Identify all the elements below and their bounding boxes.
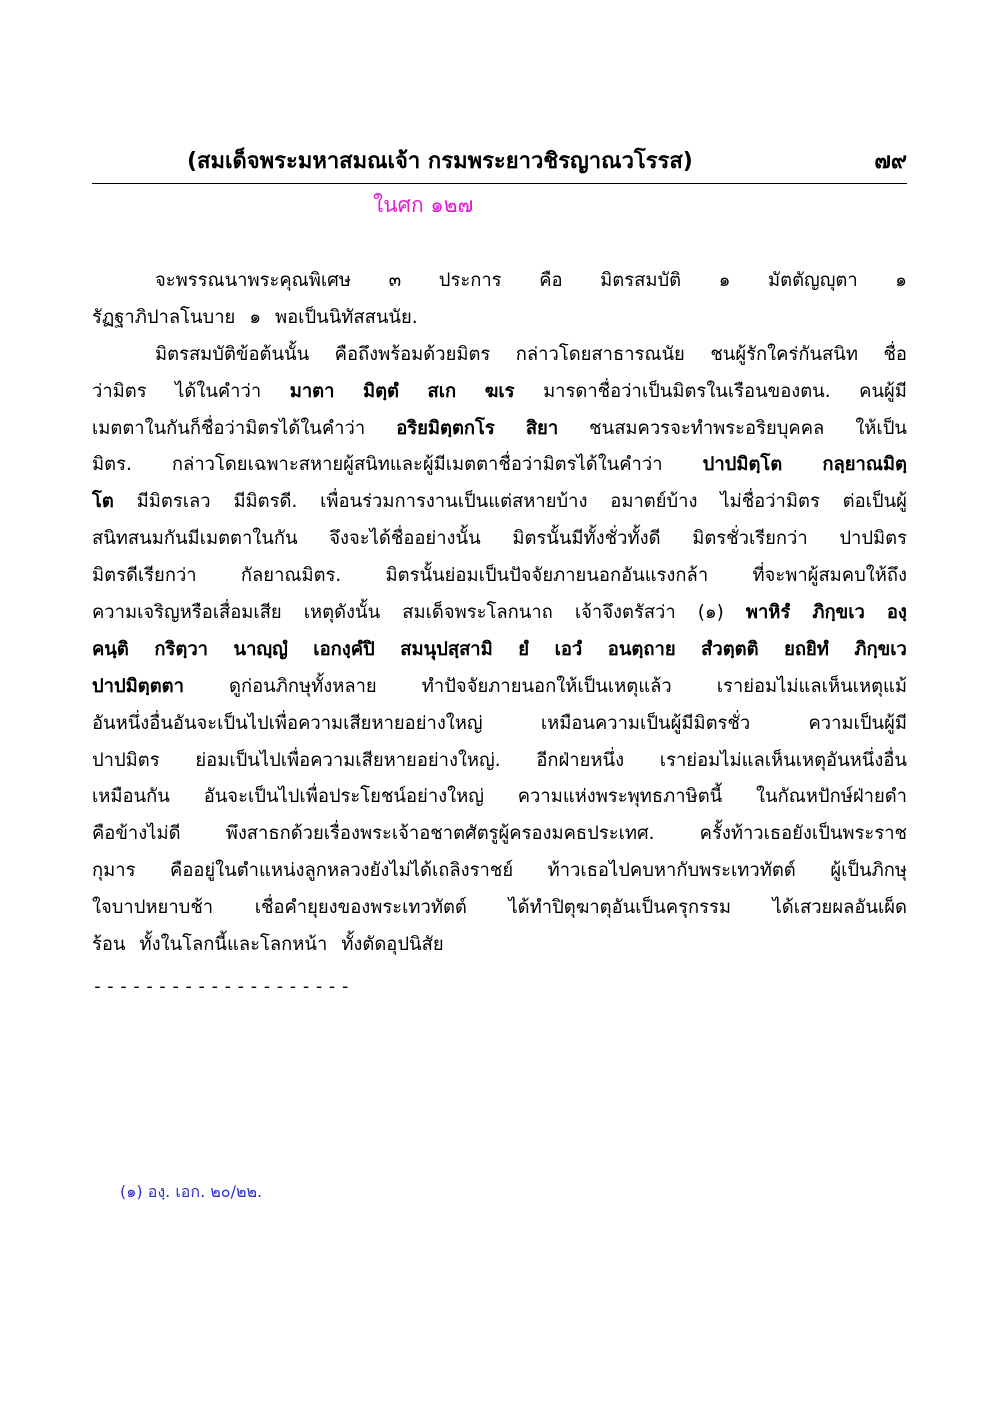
pali-phrase: พาหิรํ: [745, 602, 791, 624]
body-word: สมเด็จพระโลกนาถ: [402, 602, 553, 624]
body-line: [92, 890, 907, 927]
pali-phrase: สมนุปสฺสามิ: [400, 638, 493, 660]
body-word: ร้อน: [92, 934, 126, 956]
body-word: ชนผู้รักใคร่กันสนิท: [710, 343, 858, 365]
pali-phrase: มาตา: [289, 380, 335, 402]
body-word: สนิทสนมกันมีเมตตาในกัน: [92, 528, 298, 550]
body-line: [92, 337, 907, 374]
body-word: ได้ในคำว่า: [175, 380, 262, 402]
body-word: คือ: [539, 270, 563, 291]
body-word: มิตรสมบัติข้อต้นนั้น: [155, 343, 310, 365]
body-line: [92, 816, 907, 853]
pali-phrase: ปาปมิตฺตตา: [92, 675, 184, 697]
footnote-separator: --------------------: [92, 976, 353, 997]
body-word: ครั้งท้าวเธอยังเป็นพระราช: [699, 823, 907, 845]
body-word: ชื่อ: [883, 343, 907, 365]
running-title: (สมเด็จพระมหาสมณเจ้า กรมพระยาวชิรญาณวโรรส): [187, 149, 693, 174]
body-line: [92, 853, 907, 890]
pali-phrase: เอวํ: [554, 638, 583, 660]
body-word: ย่อมเป็นไปเพื่อความเสียหายอย่างใหญ่.: [195, 749, 501, 771]
body-word: อันจะเป็นไปเพื่อประโยชน์อย่างใหญ่: [203, 786, 484, 808]
pali-phrase: ยํ: [518, 638, 530, 660]
body-line: [92, 927, 907, 964]
pali-phrase: นาญฺญํ: [233, 638, 288, 660]
body-word: คืออยู่ในตำแหน่งลูกหลวงยังไม่ได้เถลิงราชย์: [170, 860, 514, 882]
body-word: ๓: [388, 270, 402, 291]
body-word: กุมาร: [92, 860, 136, 882]
body-word: ผู้เป็นภิกษุ: [830, 860, 907, 882]
body-word: มีมิตรเลว: [136, 491, 211, 513]
body-line: [92, 411, 907, 448]
body-word: เพื่อนร่วมการงานเป็นแต่สหายบ้าง: [320, 491, 588, 513]
body-word: คือข้างไม่ดี: [92, 823, 181, 845]
body-word: อีกฝ่ายหนึ่ง: [536, 749, 625, 771]
body-word: จึงจะได้ชื่ออย่างนั้น: [329, 528, 481, 550]
body-line: [92, 521, 907, 558]
body-word: ความแห่งพระพุทธภาษิตนี้: [517, 786, 723, 808]
body-word: มัตตัญญุตา: [768, 270, 858, 291]
body-word: ความเป็นผู้มี: [808, 712, 907, 734]
body-word: ที่จะพาผู้สมคบให้ถึง: [752, 565, 907, 587]
body-word: มิตรนั้นมีทั้งชั่วทั้งดี: [512, 528, 661, 550]
body-line: [92, 374, 907, 411]
body-word: มิตรสมบัติ: [600, 270, 682, 291]
body-word: ความเจริญหรือเสื่อมเสีย: [92, 602, 282, 624]
body-word: ทำปัจจัยภายนอกให้เป็นเหตุแล้ว: [421, 675, 672, 697]
body-word: ท้าวเธอไปคบหากับพระเทวทัตต์: [547, 860, 796, 882]
body-word: ใจบาปหยาบช้า: [92, 897, 214, 919]
pali-phrase: สเก: [427, 380, 457, 402]
page-number: ๗๙: [874, 149, 907, 174]
body-word: กล่าวโดยเฉพาะสหายผู้สนิทและผู้มีเมตตาชื่อว่ามิตรได้ในคำว่า: [171, 454, 663, 476]
body-word: ได้ทำปิตุฆาตุอันเป็นครุกรรม: [508, 897, 731, 919]
pali-phrase: มิตฺตํ: [362, 380, 399, 402]
body-line: [92, 669, 907, 706]
body-word: คนผู้มี: [859, 380, 907, 402]
body-line: [92, 484, 907, 521]
body-word: ในกัณหปักษ์ฝ่ายดำ: [756, 786, 907, 808]
body-word: ต่อเป็นผู้: [842, 491, 907, 513]
body-word: ปาปมิตร: [839, 528, 907, 550]
pali-phrase: กริตฺวา: [154, 638, 208, 660]
body-word: มารดาชื่อว่าเป็นมิตรในเรือนของตน.: [543, 380, 831, 402]
body-word: พอเป็นนิทัสสนนัย.: [275, 306, 418, 328]
pali-phrase: อริยมิตฺตกโร: [396, 417, 495, 439]
body-line: [92, 447, 907, 484]
body-line: [92, 300, 907, 337]
body-word: มิตร.: [92, 454, 132, 476]
pali-phrase: เอกงฺคํปิ: [313, 638, 375, 660]
pali-phrase: ภิกฺขเว: [812, 602, 865, 624]
body-word: มีมิตรดี.: [233, 491, 298, 513]
body-word: เราย่อมไม่แลเห็นเหตุอันหนึ่งอื่น: [659, 749, 907, 771]
body-line: [92, 595, 907, 632]
body-word: ๑: [895, 270, 907, 291]
body-word: ว่ามิตร: [92, 380, 147, 402]
body-word: เจ้าจึงตรัสว่า: [574, 602, 676, 624]
body-word: มิตรนั้นย่อมเป็นปัจจัยภายนอกอันแรงกล้า: [385, 565, 709, 587]
pali-phrase: อนตฺถาย: [607, 638, 676, 660]
running-header: [92, 143, 907, 181]
body-word: เราย่อมไม่แลเห็นเหตุแม้: [716, 675, 907, 697]
body-word: ๑: [249, 306, 262, 328]
body-word: เหตุดังนั้น: [303, 602, 381, 624]
pali-phrase: ฆเร: [484, 380, 515, 402]
body-word: ได้เสวยผลอันเผ็ด: [772, 897, 907, 919]
body-word: เชื่อคำยุยงของพระเทวทัตต์: [254, 897, 467, 919]
body-word: อมาตย์บ้าง: [610, 491, 698, 513]
body-line: [92, 632, 907, 669]
body-line: [92, 706, 907, 743]
pali-phrase: คนฺติ: [92, 638, 129, 660]
pali-phrase: ภิกฺขเว: [854, 638, 907, 660]
body-word: มิตรชั่วเรียกว่า: [692, 528, 808, 550]
pali-phrase: โต: [92, 491, 114, 513]
body-word: ทั้งในโลกนี้และโลกหน้า: [139, 934, 328, 956]
body-word: เหมือนกัน: [92, 786, 170, 808]
body-word: เหมือนความเป็นผู้มีมิตรชั่ว: [540, 712, 751, 734]
body-line: [92, 263, 907, 300]
body-word: (๑): [697, 602, 724, 624]
body-word: มิตรดีเรียกว่า: [92, 565, 197, 587]
pali-phrase: องฺ: [886, 602, 907, 624]
body-word: ให้เป็น: [855, 417, 907, 439]
body-word: ไม่ชื่อว่ามิตร: [720, 491, 820, 513]
year-stamp: ในศก ๑๒๗: [373, 193, 474, 217]
pali-phrase: สํวตฺตติ: [701, 638, 759, 660]
body-word: กล่าวโดยสาธารณนัย: [515, 343, 685, 365]
body-word: อันหนึ่งอื่นอันจะเป็นไปเพื่อความเสียหายอย่างใหญ่: [92, 712, 483, 734]
body-word: ๑: [718, 270, 731, 291]
body-word: กัลยาณมิตร.: [240, 565, 342, 587]
pali-phrase: ปาปมิตฺโต: [702, 454, 783, 476]
body-word: เมตตาในกันก็ชื่อว่ามิตรได้ในคำว่า: [92, 417, 366, 439]
body-word: ชนสมควรจะทำพระอริยบุคคล: [589, 417, 825, 439]
body-word: จะพรรณนาพระคุณพิเศษ: [155, 270, 351, 291]
body-line: [92, 779, 907, 816]
header-rule: [92, 183, 907, 184]
body-line: [92, 558, 907, 595]
pali-phrase: ยถยิทํ: [784, 638, 829, 660]
pali-phrase: กลฺยาณมิตฺ: [822, 454, 907, 476]
body-word: ประการ: [438, 270, 502, 291]
body-line: [92, 743, 907, 780]
body-word: พึงสาธกด้วยเรื่องพระเจ้าอชาตศัตรูผู้ครองมคธประเทศ.: [225, 823, 655, 845]
body-word: ทั้งตัดอุปนิสัย: [341, 934, 444, 956]
body-word: ดูก่อนภิกษุทั้งหลาย: [229, 675, 377, 697]
body-word: ปาปมิตร: [92, 749, 160, 771]
footnote: (๑) องฺ. เอก. ๒๐/๒๒.: [120, 1182, 263, 1201]
body-word: คือถึงพร้อมด้วยมิตร: [334, 343, 491, 365]
body-word: รัฏฐาภิปาลโนบาย: [92, 306, 236, 328]
body-text: [92, 263, 907, 964]
pali-phrase: สิยา: [525, 417, 559, 439]
